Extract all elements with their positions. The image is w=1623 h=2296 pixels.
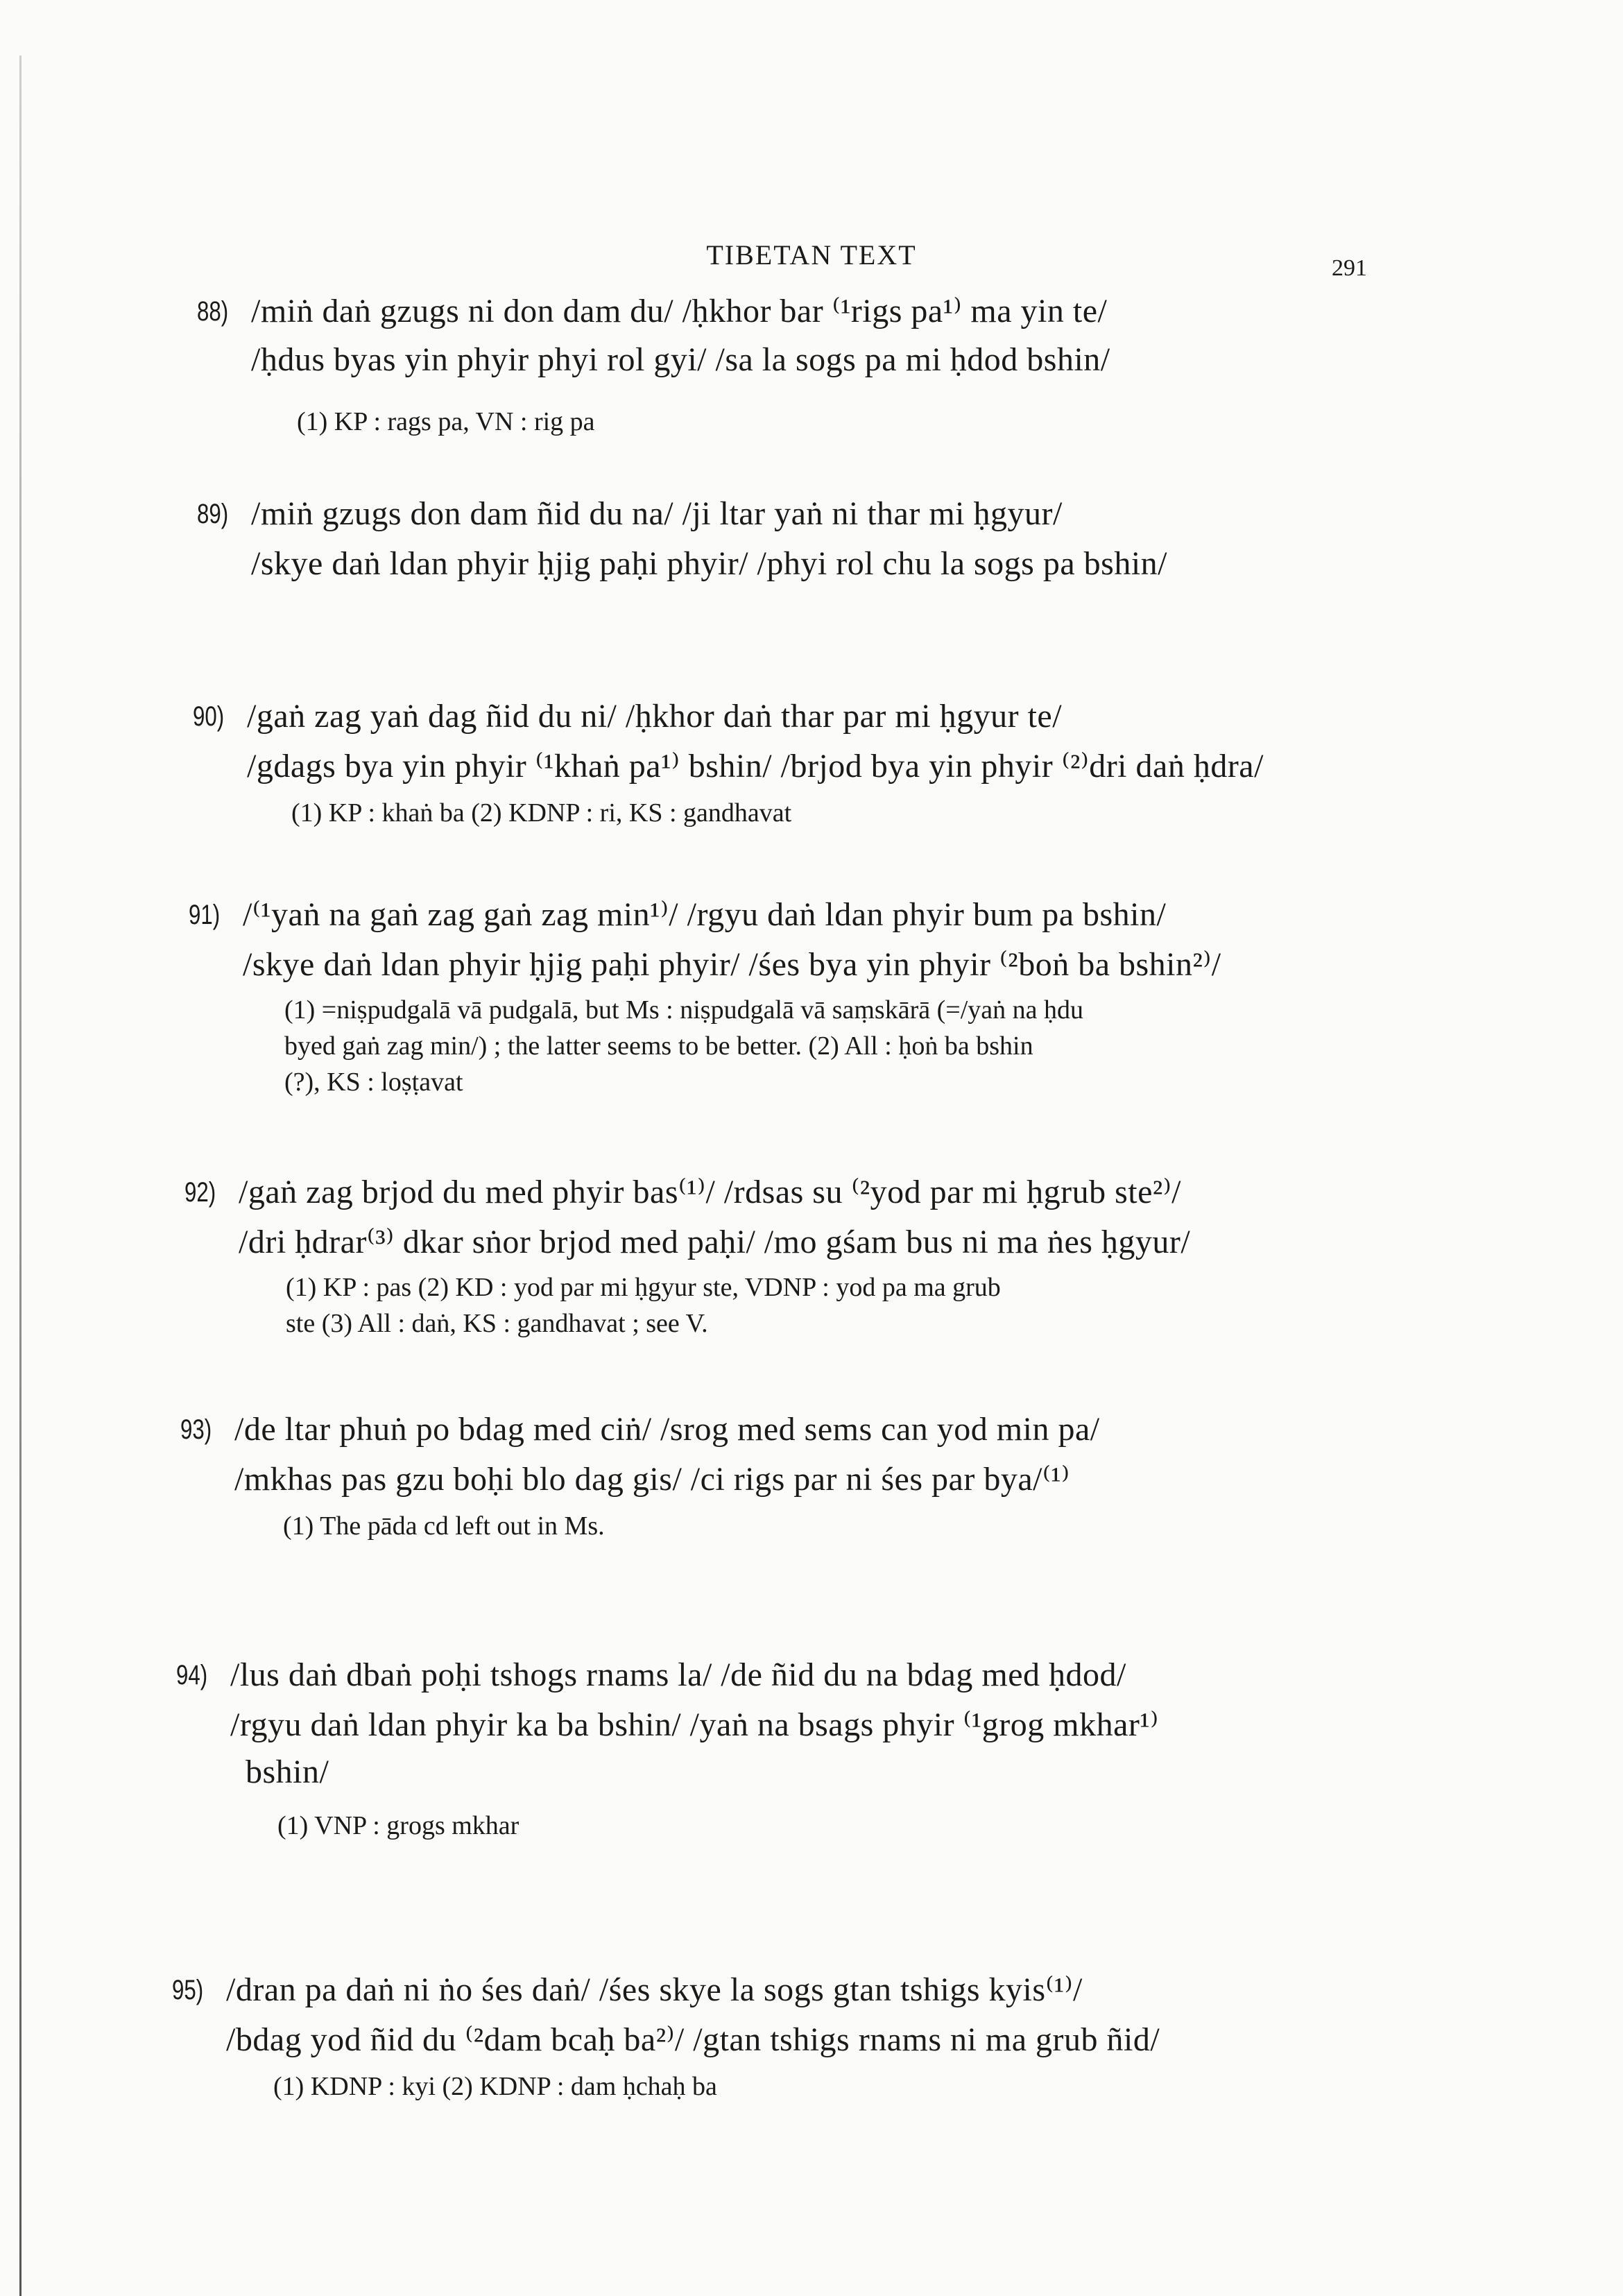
verse-line: /⁽¹yaṅ na gaṅ zag gaṅ zag min¹⁾/ /rgyu daṅ ldan phyir bum pa bshin/	[243, 896, 1167, 933]
footnote: (1) The pāda cd left out in Ms.	[283, 1511, 605, 1541]
verse-line: /miṅ gzugs don dam ñid du na/ /ji ltar yaṅ ni thar mi ḥgyur/	[251, 495, 1063, 532]
verse-line: /gaṅ zag brjod du med phyir bas⁽¹⁾/ /rdsas su ⁽²yod par mi ḥgrub ste²⁾/	[239, 1174, 1181, 1210]
verse-line: /skye daṅ ldan phyir ḥjig paḥi phyir/ /śes bya yin phyir ⁽²boṅ ba bshin²⁾/	[243, 946, 1221, 983]
verse-number: 93)	[180, 1414, 212, 1445]
page-number: 291	[1332, 255, 1367, 281]
verse-line: /skye daṅ ldan phyir ḥjig paḥi phyir/ /phyi rol chu la sogs pa bshin/	[251, 545, 1168, 582]
verse-line: /bdag yod ñid du ⁽²dam bcaḥ ba²⁾/ /gtan tshigs rnams ni ma grub ñid/	[226, 2021, 1160, 2058]
verse-line: /gaṅ zag yaṅ dag ñid du ni/ /ḥkhor daṅ thar par mi ḥgyur te/	[247, 698, 1063, 735]
verse-line: /dran pa daṅ ni ṅo śes daṅ/ /śes skye la sogs gtan tshigs kyis⁽¹⁾/	[226, 1971, 1083, 2008]
verse-line: /gdags bya yin phyir ⁽¹khaṅ pa¹⁾ bshin/ /brjod bya yin phyir ⁽²⁾dri daṅ ḥdra/	[247, 748, 1264, 785]
footnote: byed gaṅ zag min/) ; the latter seems to be better. (2) All : ḥoṅ ba bshin	[284, 1031, 1033, 1061]
running-header: TIBETAN TEXT	[706, 239, 917, 271]
footnote: ste (3) All : daṅ, KS : gandhavat ; see V.	[286, 1309, 708, 1338]
footnote: (1) KP : khaṅ ba (2) KDNP : ri, KS : gandhavat	[291, 798, 792, 828]
verse-number: 95)	[172, 1975, 204, 2005]
footnote: (1) KDNP : kyi (2) KDNP : dam ḥchaḥ ba	[273, 2072, 717, 2101]
verse-number: 88)	[197, 296, 229, 327]
verse-number: 90)	[193, 701, 225, 732]
verse-number: 94)	[176, 1660, 208, 1690]
verse-line: /de ltar phuṅ po bdag med ciṅ/ /srog med sems can yod min pa/	[234, 1411, 1100, 1448]
verse-line: /ḥdus byas yin phyir phyi rol gyi/ /sa la sogs pa mi ḥdod bshin/	[251, 341, 1110, 378]
verse-line: /mkhas pas gzu boḥi blo dag gis/ /ci rigs par ni śes par bya/⁽¹⁾	[234, 1461, 1070, 1498]
verse-line: /rgyu daṅ ldan phyir ka ba bshin/ /yaṅ na bsags phyir ⁽¹grog mkhar¹⁾	[230, 1706, 1159, 1743]
footnote: (1) =niṣpudgalā vā pudgalā, but Ms : niṣpudgalā vā saṃskārā (=/yaṅ na ḥdu	[284, 995, 1083, 1025]
verse-number: 91)	[189, 900, 221, 930]
footnote: (1) KP : pas (2) KD : yod par mi ḥgyur ste, VDNP : yod pa ma grub	[286, 1273, 1001, 1302]
verse-number: 89)	[197, 499, 229, 529]
verse-line: /miṅ daṅ gzugs ni don dam du/ /ḥkhor bar ⁽¹rigs pa¹⁾ ma yin te/	[251, 293, 1108, 329]
verse-line: /lus daṅ dbaṅ poḥi tshogs rnams la/ /de ñid du na bdag med ḥdod/	[230, 1656, 1126, 1693]
verse-line: bshin/	[246, 1754, 329, 1790]
verse-line: /dri ḥdrar⁽³⁾ dkar sṅor brjod med paḥi/ /mo gśam bus ni ma ṅes ḥgyur/	[239, 1224, 1191, 1260]
verse-number: 92)	[184, 1177, 216, 1208]
footnote: (1) KP : rags pa, VN : rig pa	[297, 407, 595, 436]
footnote: (?), KS : loṣṭavat	[284, 1068, 463, 1097]
footnote: (1) VNP : grogs mkhar	[277, 1811, 519, 1840]
page-edge	[19, 55, 22, 2296]
